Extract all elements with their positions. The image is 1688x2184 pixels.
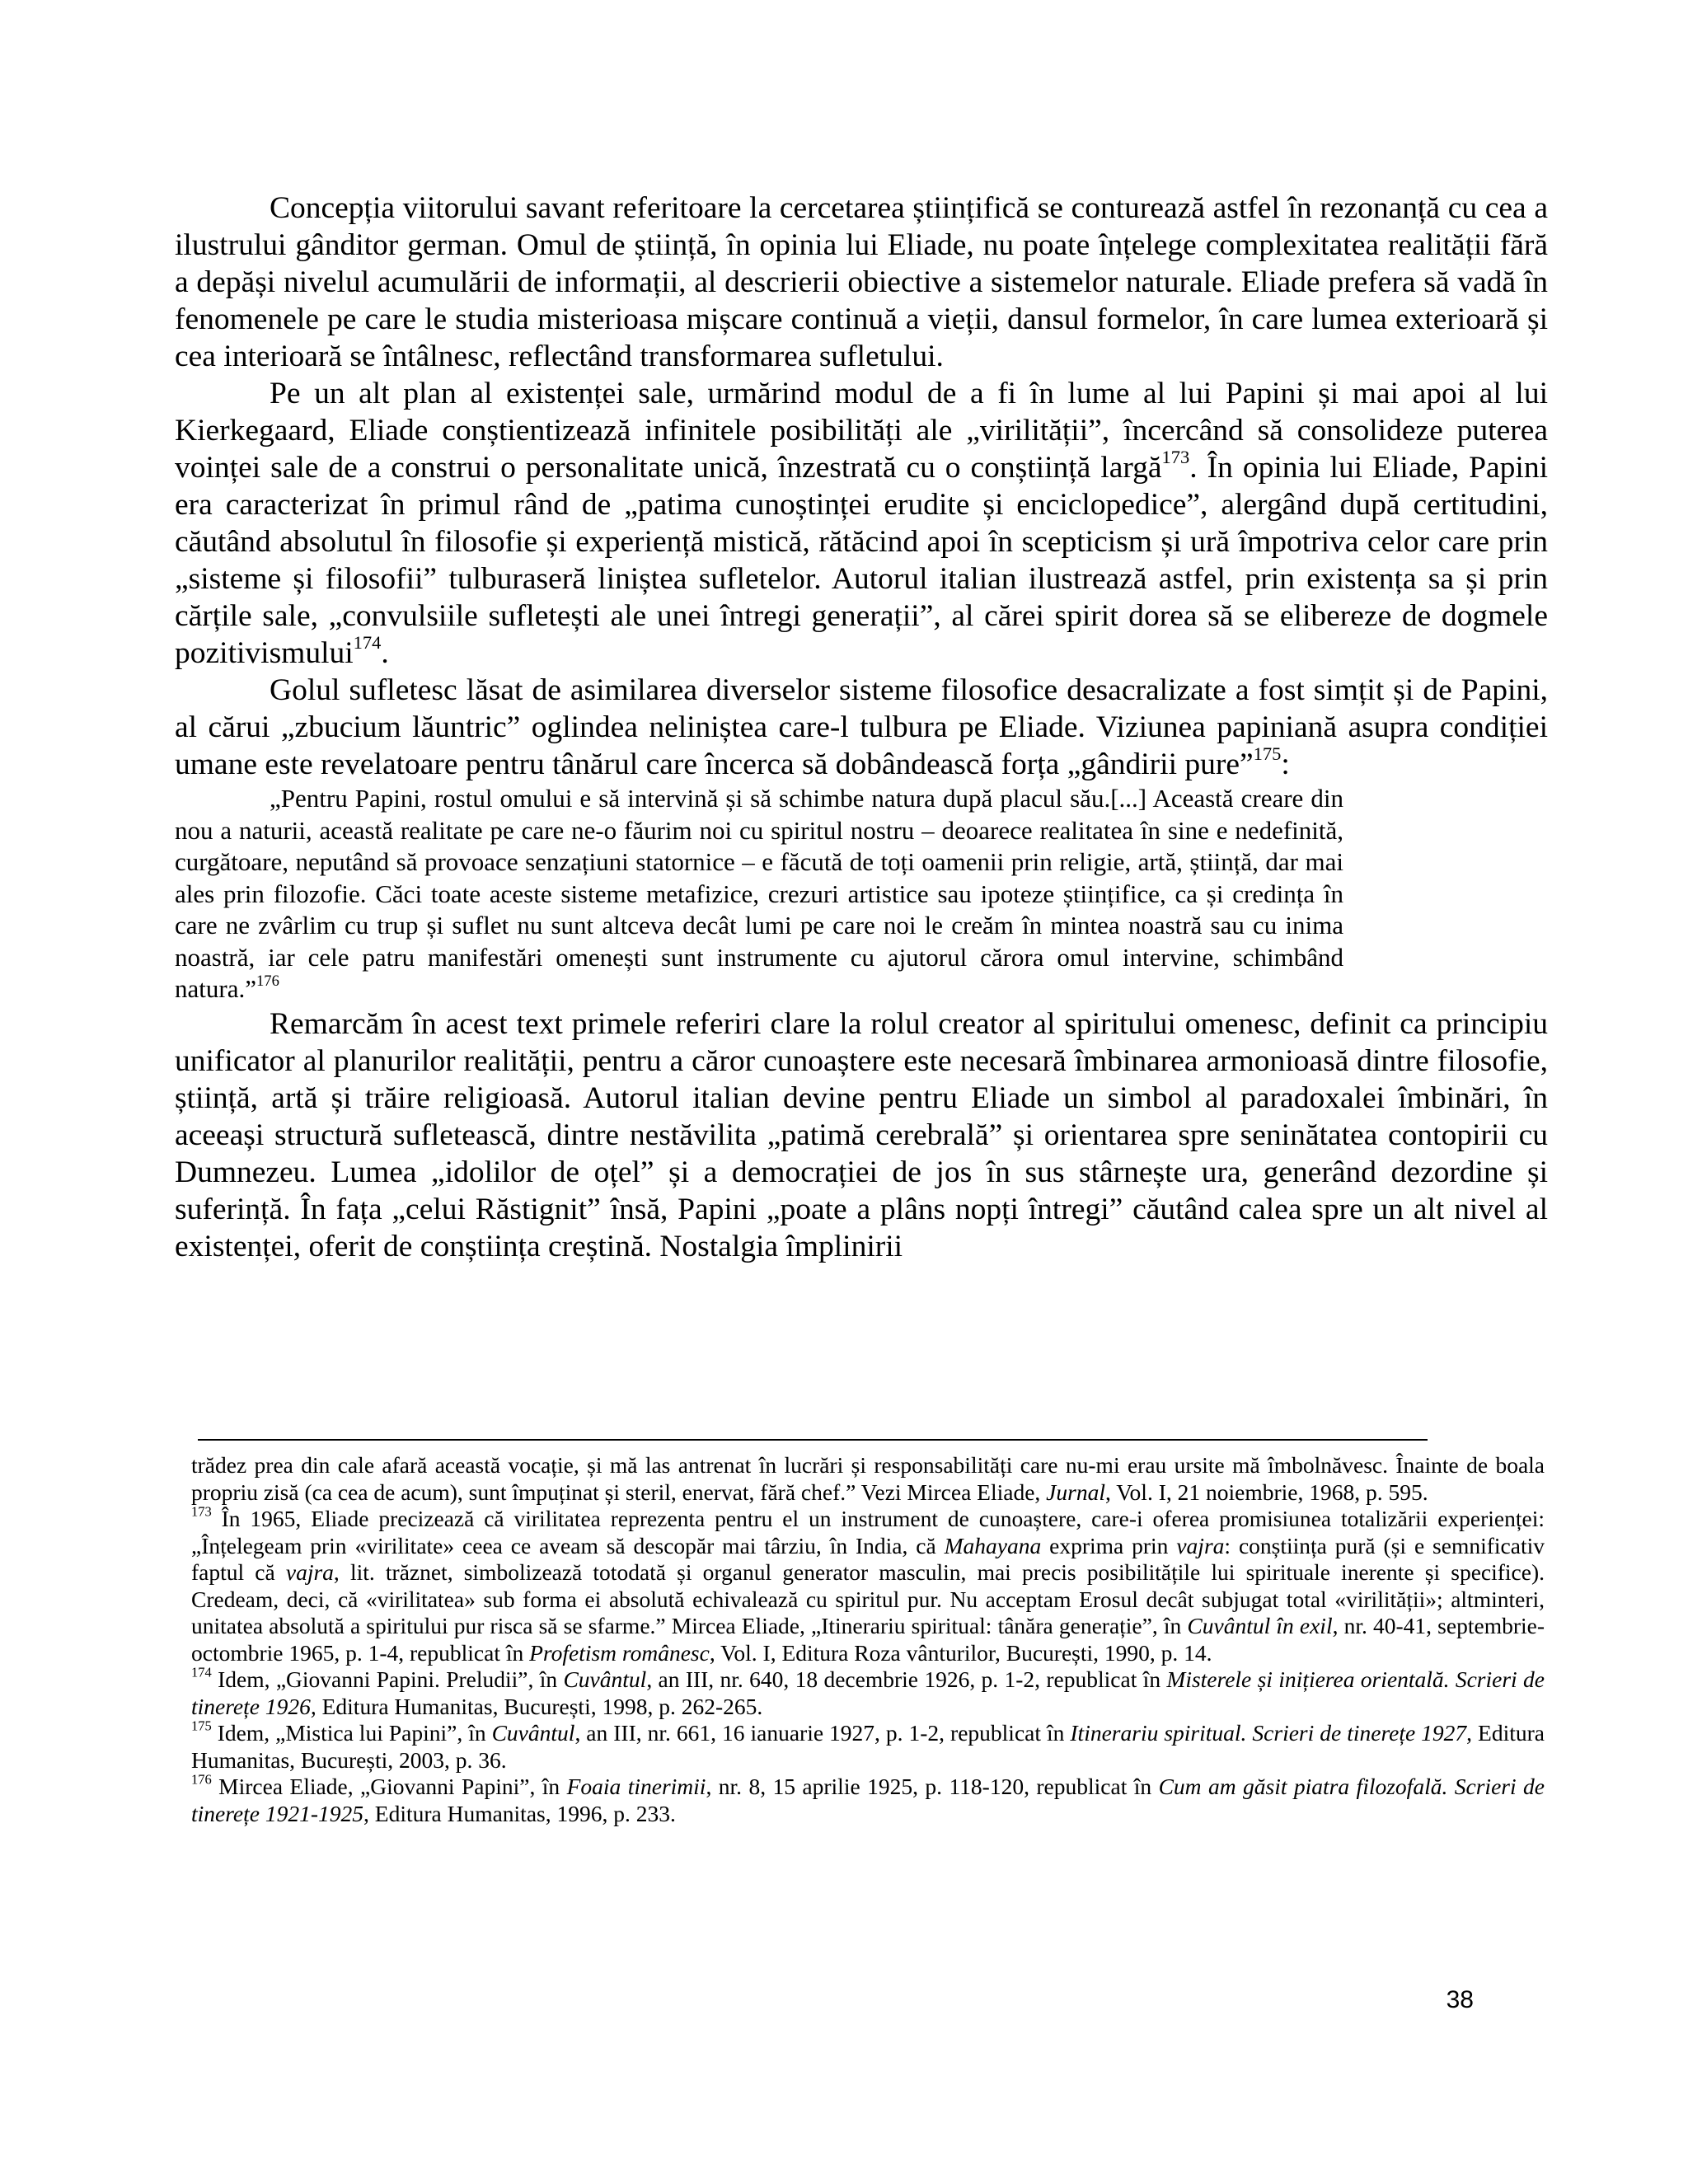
footnote-text: , Vol. I, Editura Roza vânturilor, București, 1990, p. 14. [709, 1639, 1212, 1666]
footnote-text: , Editura Humanitas, București, 2003, p. 36. [191, 1720, 1545, 1773]
footnote-text: , nr. 40-41, septembrie-octombrie 1965, p. 1-4, republicat în [191, 1613, 1545, 1666]
footnote-ref-175[interactable]: 175 [1253, 743, 1282, 765]
footnote-title: Foaia tinerimii [566, 1774, 706, 1799]
footnote-title: Cum am găsit piatra filozofală. Scrieri de tinerețe 1921-1925 [191, 1774, 1545, 1826]
block-quote-text: „Pentru Papini, rostul omului e să intervină și să schimbe natura după placul său.[...] Această creare din nou a naturii, această realitate pe care ne-o făurim noi cu spiritul nostru – deoarece realitatea în sine e nedefinită, curgătoare, neputând să provoace senzațiuni statornice – e făcută de toți oamenii prin religie, artă, știință, dar mai ales prin filozofie. Căci toate aceste sisteme metafizice, crezuri artistice sau ipoteze științifice, ca și credința în care ne zvârlim cu trup și suflet nu sunt altceva decât lumi pe care noi le creăm în mintea noastră sau cu inima noastră, iar cele patru manifestări omenești sunt instrumente cu ajutorul cărora omul intervine, schimbând natura.” [175, 784, 1343, 1003]
footnote-text: Mircea Eliade, „Giovanni Papini”, în [211, 1774, 567, 1799]
footnote-number: 173 [191, 1503, 212, 1520]
footnote-ref-176[interactable]: 176 [256, 972, 279, 991]
footnote-text: În 1965, Eliade precizează că virilitatea reprezenta pentru el un instrument de cunoaștere, care-i oferea promisiunea totalizării experienței: „Înțelegeam prin «virilitate» ceea ce aveam să descopăr mai târziu, în India, că [191, 1506, 1545, 1558]
footnote-number: 175 [191, 1718, 212, 1734]
paragraph-1: Concepția viitorului savant referitoare la cercetarea științifică se conturează astfel în rezonanță cu cea a ilustrului gânditor german. Omul de știință, în opinia lui Eliade, nu poate înțelege complexitatea realității fără a depăși nivelul acumulării de informații, al descrierii obiective a sistemelor naturale. Eliade prefera să vadă în fenomenele pe care le studia misterioasa mișcare continuă a vieții, dansul formelor, în care lumea exterioară și cea interioară se întâlnesc, reflectând transformarea sufletului. [175, 191, 1548, 373]
footnote-title: Mahayana [944, 1532, 1042, 1558]
footnote-text: exprima prin [1041, 1532, 1177, 1558]
paragraph-2-text: . În opinia lui Eliade, Papini era caracterizat în primul rând de „patima cunoștinței erudite și enciclopedice”, alergând după certitudini, căutând absolutul în filosofie și experiență mistică, rătăcind apoi în scepticism și ură împotriva celor care prin „sisteme și filosofii” tulburaseră liniștea sufletelor. Autorul italian ilustrează astfel, prin existența sa și prin cărțile sale, „convulsiile sufletești ale unei întregi generații”, al cărei spirit dorea să se elibereze de dogmele pozitivismului [175, 451, 1548, 670]
footnote-title: vajra [1176, 1532, 1225, 1558]
footnote-text: , an III, nr. 640, 18 decembrie 1926, p. 1-2, republicat în [646, 1666, 1167, 1692]
footnote-176 [191, 1771, 1545, 1827]
page-number: 38 [1446, 1986, 1474, 2013]
footnote-title: Profetism românesc [529, 1639, 710, 1666]
footnote-title: Itinerariu spiritual. Scrieri de tinerețe 1927 [1070, 1720, 1467, 1746]
footnote-title: Misterele și inițierea orientală. Scrieri de tinerețe 1926, [191, 1666, 1545, 1719]
footnote-ref-174[interactable]: 174 [353, 632, 382, 654]
footnote-text: , an III, nr. 661, 16 ianuarie 1927, p. 1-2, republicat în [574, 1720, 1071, 1746]
footnote-title: Cuvântul [563, 1666, 647, 1692]
footnotes [191, 1452, 1545, 1827]
footnote-text: Idem, „Mistica lui Papini”, în [211, 1720, 492, 1746]
footnote-175 [191, 1720, 1545, 1774]
footnote-ref-173[interactable]: 173 [1161, 447, 1190, 468]
paragraph-3 [175, 672, 1548, 783]
footnote-title: vajra [285, 1559, 334, 1585]
paragraph-2 [175, 375, 1548, 672]
footnote-title: Jurnal [1046, 1479, 1105, 1505]
footnote-title: Cuvântul [491, 1720, 575, 1746]
paragraph-3-text: : [1281, 748, 1290, 781]
footnote-text: , Editura Humanitas, 1996, p. 233. [363, 1800, 676, 1826]
paragraph-4: Remarcăm în acest text primele referiri clare la rolul creator al spiritului omenesc, definit ca principiu unificator al planurilor realității, pentru a căror cunoaștere este necesară îmbinarea armonioasă dintre filosofie, știință, artă și trăire religioasă. Autorul italian devine pentru Eliade un simbol al paradoxalei îmbinări, în aceeași structură sufletească, dintre nestăvilita „patimă cerebrală” și orientarea spre seninătatea contopirii cu Dumnezeu. Lumea „idolilor de oțel” și a democrației de jos în sus stârnește ura, generând dezordine și suferință. În fața „celui Răstignit” însă, Papini „poate a plâns nopți întregi” căutând calea spre un alt nivel al existenței, oferit de conștiința creștină. Nostalgia împlinirii [175, 1006, 1548, 1263]
footnote-174 [191, 1666, 1545, 1720]
footnote-number: 174 [191, 1664, 212, 1680]
footnote-text: , lit. trăznet, simbolizează totodată și organul generator masculin, mai precis posibilitățile lui spirituale inerente și specifice). Credeam, deci, că «virilitatea» sub forma ei absolută echivalează cu spiritul pur. Nu acceptam Erosul decât subjugat total «virilității»; altminteri, unitatea absolută a spiritului pur risca să se sfarme.” Mircea Eliade, „Itinerariu spiritual: tânăra generație”, în [191, 1559, 1545, 1638]
paragraph-3-text: Golul sufletesc lăsat de asimilarea diverselor sisteme filosofice desacralizate a fost simțit și de Papini, al cărui „zbucium lăuntric” oglindea neliniștea care-l tulbura pe Eliade. Viziunea papiniană asupra condiției umane este revelatoare pentru tânărul care încerca să dobândească forța „gândirii pure” [175, 673, 1548, 781]
footnote-continued [191, 1452, 1545, 1506]
footnote-title: Cuvântul în exil [1187, 1613, 1333, 1638]
main-text [175, 190, 1548, 1265]
footnote-text: , nr. 8, 15 aprilie 1925, p. 118-120, republicat în [706, 1774, 1159, 1799]
footnote-text: : conștiința pură (și e semnificativ faptul că [191, 1532, 1545, 1585]
footnote-text: trădez prea din cale afară această vocație, și mă las antrenat în lucrări și responsabilități care nu-mi erau ursite mă îmbolnăvesc. Înainte de boala propriu zisă (ca cea de acum), sunt împuținat și steril, enervat, fără chef.” Vezi Mircea Eliade, [191, 1452, 1545, 1505]
footnote-number: 176 [191, 1771, 212, 1788]
paragraph-2-text: Pe un alt plan al existenței sale, urmărind modul de a fi în lume al lui Papini și mai apoi al lui Kierkegaard, Eliade conștientizează infinitele posibilități ale „virilității”, încercând să consolideze puterea voinței sale de a construi o personalitate unică, înzestrată cu o conștiință largă [175, 377, 1548, 485]
block-quote [175, 783, 1343, 1005]
footnote-text: Idem, „Giovanni Papini. Preludii”, în [211, 1666, 564, 1692]
footnote-173 [191, 1503, 1545, 1666]
paragraph-2-text: . [381, 636, 389, 670]
footnote-text: , Vol. I, 21 noiembrie, 1968, p. 595. [1104, 1479, 1428, 1505]
footnote-text: Editura Humanitas, București, 1998, p. 262-265. [316, 1693, 763, 1719]
footnote-separator [198, 1439, 1428, 1441]
